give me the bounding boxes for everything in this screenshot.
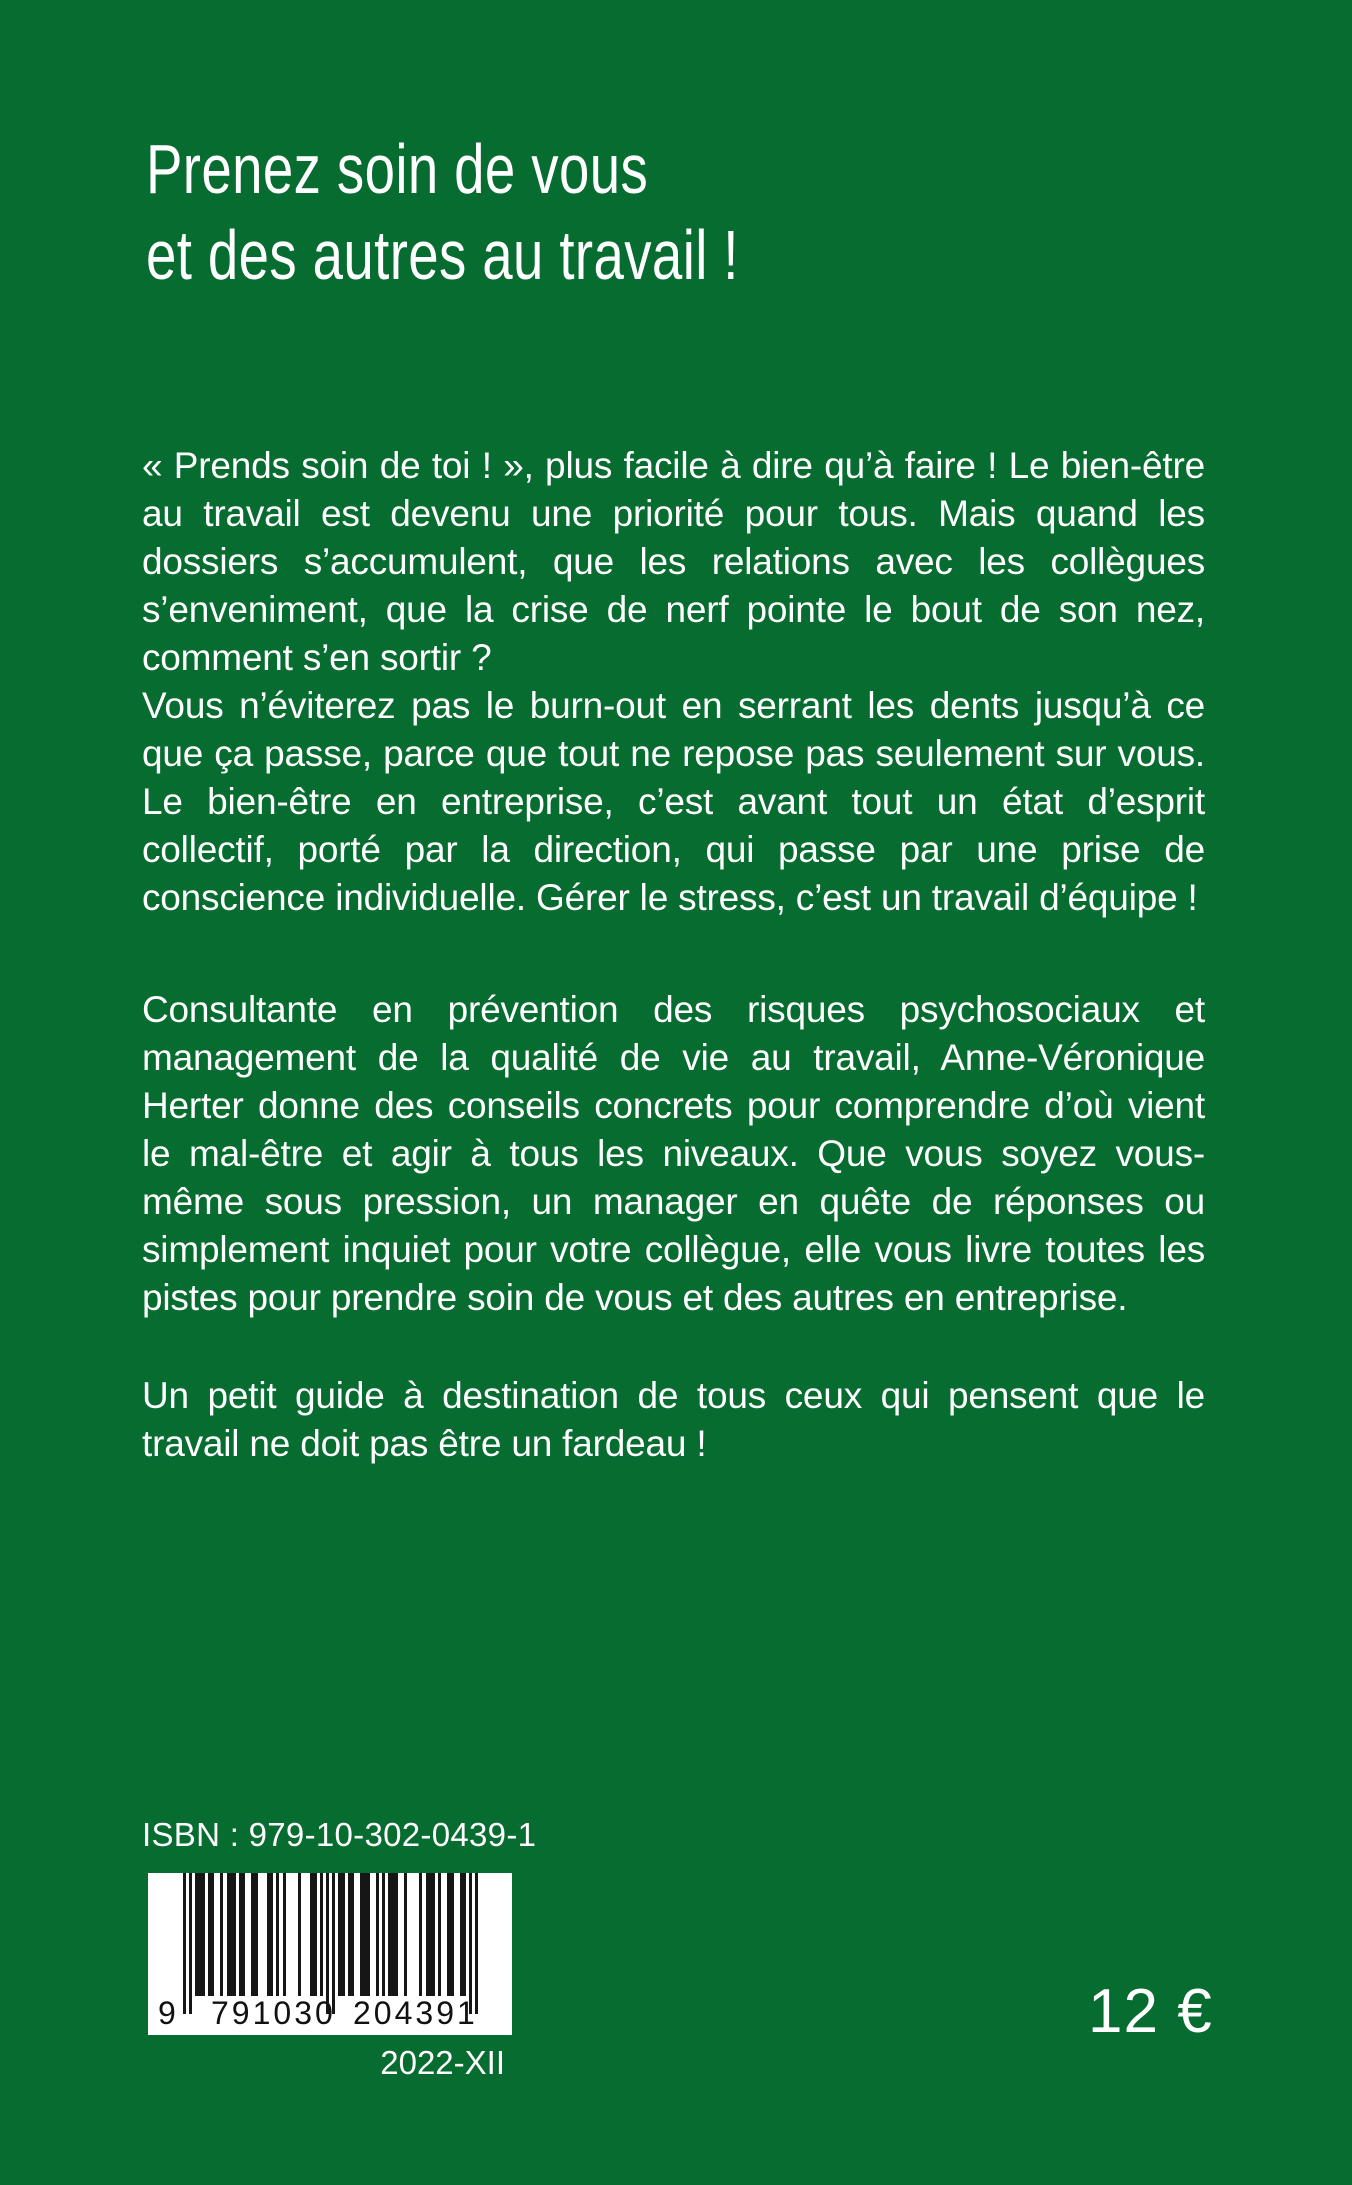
barcode-digit-first: 9 (158, 1995, 176, 2031)
ean13-barcode (148, 1873, 512, 2035)
synopsis-paragraph-2: Vous n’éviterez pas le burn-out en serrant les dents jusqu’à ce que ça passe, parce que tout ne repose pas seulement sur vous. Le bien-être en entreprise, c’est avant tout un état d’esprit collectif, porté par la direction, qui passe par une prise de conscience individuelle. Gérer le stress, c’est un travail d’équipe ! (142, 685, 1205, 918)
price-label: 12 € (1088, 1977, 1213, 2046)
barcode-bars (183, 1873, 478, 2014)
edition-date: 2022-XII (380, 2044, 505, 2081)
barcode-digits-left: 791030 (211, 1995, 336, 2031)
author-paragraph: Consultante en prévention des risques psychosociaux et management de la qualité de vie au travail, Anne-Véronique Herter donne des conseils concrets pour comprendre d’où vient le mal-être et agir à tous les niveaux. Que vous soyez vous-même sous pression, un manager en quête de réponses ou simplement inquiet pour votre collègue, elle vous livre toutes les pistes pour prendre soin de vous et des autres en entreprise. (142, 989, 1205, 1318)
barcode-digits-right: 204391 (353, 1995, 478, 2031)
isbn-label: ISBN : 979-10-302-0439-1 (142, 1816, 537, 1853)
closing-paragraph: Un petit guide à destination de tous ceux qui pensent que le travail ne doit pas être un fardeau ! (142, 1375, 1205, 1464)
synopsis (142, 442, 1205, 1468)
title-line-1: Prenez soin de vous (146, 130, 649, 208)
synopsis-paragraph-1: « Prends soin de toi ! », plus facile à dire qu’à faire ! Le bien-être au travail est devenu une priorité pour tous. Mais quand les dossiers s’accumulent, que les relations avec les collègues s’enveniment, que la crise de nerf pointe le bout de son nez, comment s’en sortir ? (142, 445, 1205, 678)
title-line-2: et des autres au travail ! (146, 216, 739, 294)
title-block (146, 126, 739, 298)
barcode-number-row (148, 1995, 512, 2035)
